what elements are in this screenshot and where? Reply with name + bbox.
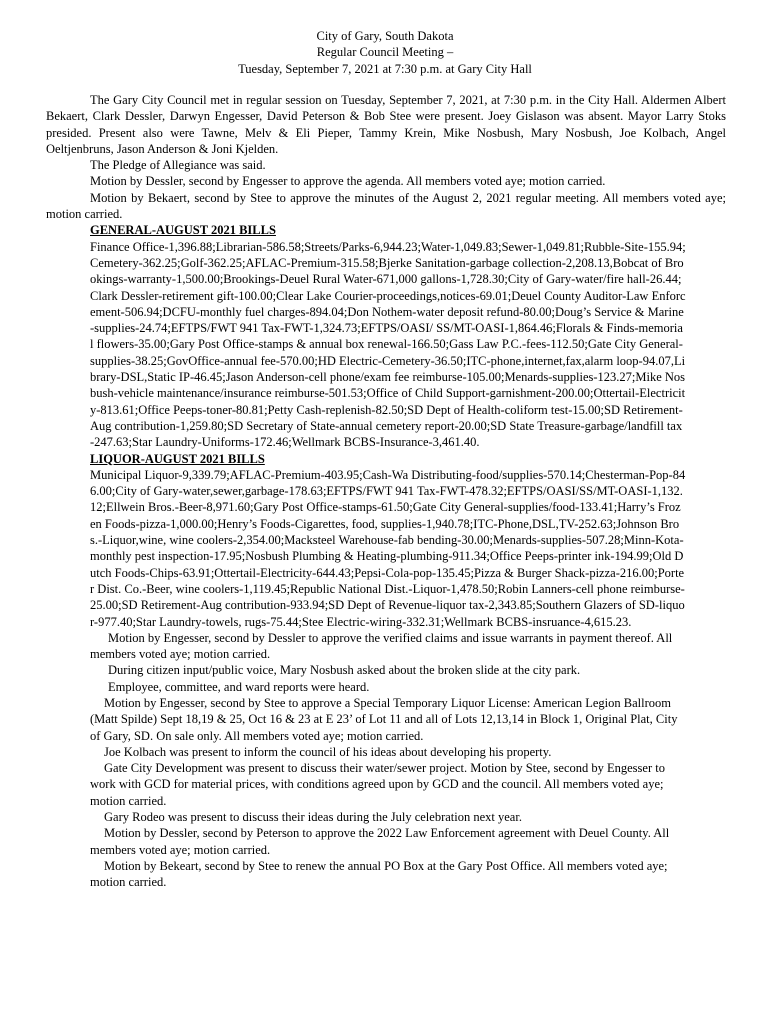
kolbach-property: Joe Kolbach was present to inform the council of his ideas about developing his property.	[104, 744, 552, 759]
general-bills-heading: GENERAL-AUGUST 2021 BILLS	[90, 223, 276, 238]
po-box-motion: Motion by Bekeart, second by Stee to renew the annual PO Box at the Gary Post Office. All members voted aye; motion carried.	[90, 858, 668, 890]
citizen-input: During citizen input/public voice, Mary Nosbush asked about the broken slide at the city park.	[108, 663, 581, 678]
liquor-license-motion: Motion by Engesser, second by Stee to approve a Special Temporary Liquor License: American Legion Ballroom (Matt Spilde) Sept 18,19 & 25, Oct 16 & 23 at E 23’ of Lot 11 and all of Lots 12,13,14 in Block 1, Original Plat, City of Gary, SD. On sale only. All members voted aye; motion carried.	[90, 695, 678, 743]
gcd-motion: Gate City Development was present to discuss their water/sewer project. Motion by Stee, second by Engesser to work with GCD for material prices, with conditions agreed upon by GCD and the council. All members voted aye; motion carried.	[90, 761, 665, 808]
header-meeting-type: Regular Council Meeting –	[316, 45, 454, 60]
rodeo-discussion: Gary Rodeo was present to discuss their ideas during the July celebration next year.	[104, 810, 522, 825]
header-city: City of Gary, South Dakota	[316, 29, 454, 43]
minutes-motion: Motion by Bekaert, second by Stee to approve the minutes of the August 2, 2021 regular meeting. All members voted aye; motion carried.	[46, 190, 726, 222]
claims-motion: Motion by Engesser, second by Dessler to approve the verified claims and issue warrants in payment thereof. All members voted aye; motion carried.	[90, 630, 673, 662]
reports-heard: Employee, committee, and ward reports were heard.	[108, 679, 370, 694]
liquor-bills-heading: LIQUOR-AUGUST 2021 BILLS	[90, 451, 265, 466]
header-date: Tuesday, September 7, 2021 at 7:30 p.m. at Gary City Hall	[238, 61, 532, 76]
general-bills-list: Finance Office-1,396.88;Librarian-586.58;Streets/Parks-6,944.23;Water-1,049.83;Sewer-1,049.81;Rubble-Site-155.94;Cemetery-362.25;Golf-362.25;AFLAC-Premium-315.58;Bjerke Sanitation-garbage collection-2,208.13,Bobcat of Brookings-warranty-1,500.00;Brookings-Deuel Rural Water-671,000 gallons-1,728.30;City of Gary-water/fire hall-26.44;Clark Dessler-retirement gift-100.00;Clear Lake Courier-proceedings,notices-69.01;Deuel County Auditor-Law Enforcement-506.94;DCFU-monthly fuel charges-894.04;Don Nothem-water deposit refund-80.00;Doug’s Service & Marine-supplies-24.74;EFTPS/FWT 941 Tax-FWT-1,324.73;EFTPS/OASI/ SS/MT-OASI-1,864.46;Florals & Finds-memorial flowers-35.00;Gary Post Office-stamps & annual box renewal-166.50;Gass Law P.C.-fees-112.50;Gate City General-supplies-38.25;GovOffice-annual fee-570.00;HD Electric-Cemetery-36.50;ITC-phone,internet,fax,alarm loop-94.07,Library-DSL,Static IP-46.45;Jason Anderson-cell phone/exam fee reimburse-105.00;Menards-supplies-123.27;Mike Nosbush-vehicle maintenance/insurance reimburse-501.53;Office of Child Support-garnishment-200.00;Ottertail-Electricity-813.61;Office Peeps-toner-80.81;Petty Cash-replenish-82.50;SD Dept of Health-coliform test-15.00;SD Retirement-Aug contribution-1,259.80;SD Secretary of State-annual cemetery report-20.00;SD State Treasure-garbage/landfill tax-247.63;Star Laundry-Uniforms-172.46;Wellmark BCBS-Insurance-3,461.40.	[90, 239, 686, 450]
law-enforcement-motion: Motion by Dessler, second by Peterson to approve the 2022 Law Enforcement agreement with Deuel County. All members voted aye; motion carried.	[90, 826, 670, 857]
liquor-bills-list: Municipal Liquor-9,339.79;AFLAC-Premium-403.95;Cash-Wa Distributing-food/supplies-570.14;Chesterman-Pop-846.00;City of Gary-water,sewer,garbage-178.63;EFTPS/FWT 941 Tax-FWT-478.32;EFTPS/OASI/SS/MT-OASI-1,132.12;Ellwein Bros.-Beer-8,971.60;Gary Post Office-stamps-61.50;Gate City General-supplies/food-133.41;Harry’s Frozen Foods-pizza-1,000.00;Henry’s Foods-Cigarettes, food, supplies-1,940.78;ITC-Phone,DSL,TV-252.63;Johnson Bros.-Liquor,wine, wine coolers-2,354.00;Macksteel Warehouse-fab bending-30.00;Menards-supplies-507.28;Minn-Kota-monthly pest inspection-17.95;Nosbush Plumbing & Heating-plumbing-911.34;Office Peeps-printer ink-194.99;Old Dutch Foods-Chips-63.91;Ottertail-Electricity-644.43;Pepsi-Cola-pop-135.45;Pizza & Burger Shack-pizza-216.00;Porter Dist. Co.-Beer, wine coolers-1,119.45;Republic National Dist.-Liquor-1,478.50;Robin Lanners-cell phone reimburse-25.00;SD Retirement-Aug contribution-933.94;SD Dept of Revenue-liquor tax-2,343.85;Southern Glazers of SD-liquor-977.40;Star Laundry-towels, rugs-75.44;Stee Electric-wiring-332.31;Wellmark BCBS-insruance-4,615.23.	[90, 467, 686, 629]
agenda-motion: Motion by Dessler, second by Engesser to approve the agenda. All members voted aye; motion carried.	[90, 174, 606, 189]
document-header	[0, 28, 770, 77]
document-body	[46, 92, 726, 891]
pledge-paragraph: The Pledge of Allegiance was said.	[90, 158, 266, 173]
intro-paragraph: The Gary City Council met in regular session on Tuesday, September 7, 2021, at 7:30 p.m. in the City Hall. Aldermen Albert Bekaert, Clark Dessler, Darwyn Engesser, David Peterson & Bob Stee were present. Joey Gislason was absent. Mayor Larry Stoks presided. Present also were Tawne, Melv & Eli Pieper, Tammy Krein, Mike Nosbush, Mary Nosbush, Joe Kolbach, Angel Oeltjenbruns, Jason Anderson & Joni Kjelden.	[46, 93, 726, 156]
